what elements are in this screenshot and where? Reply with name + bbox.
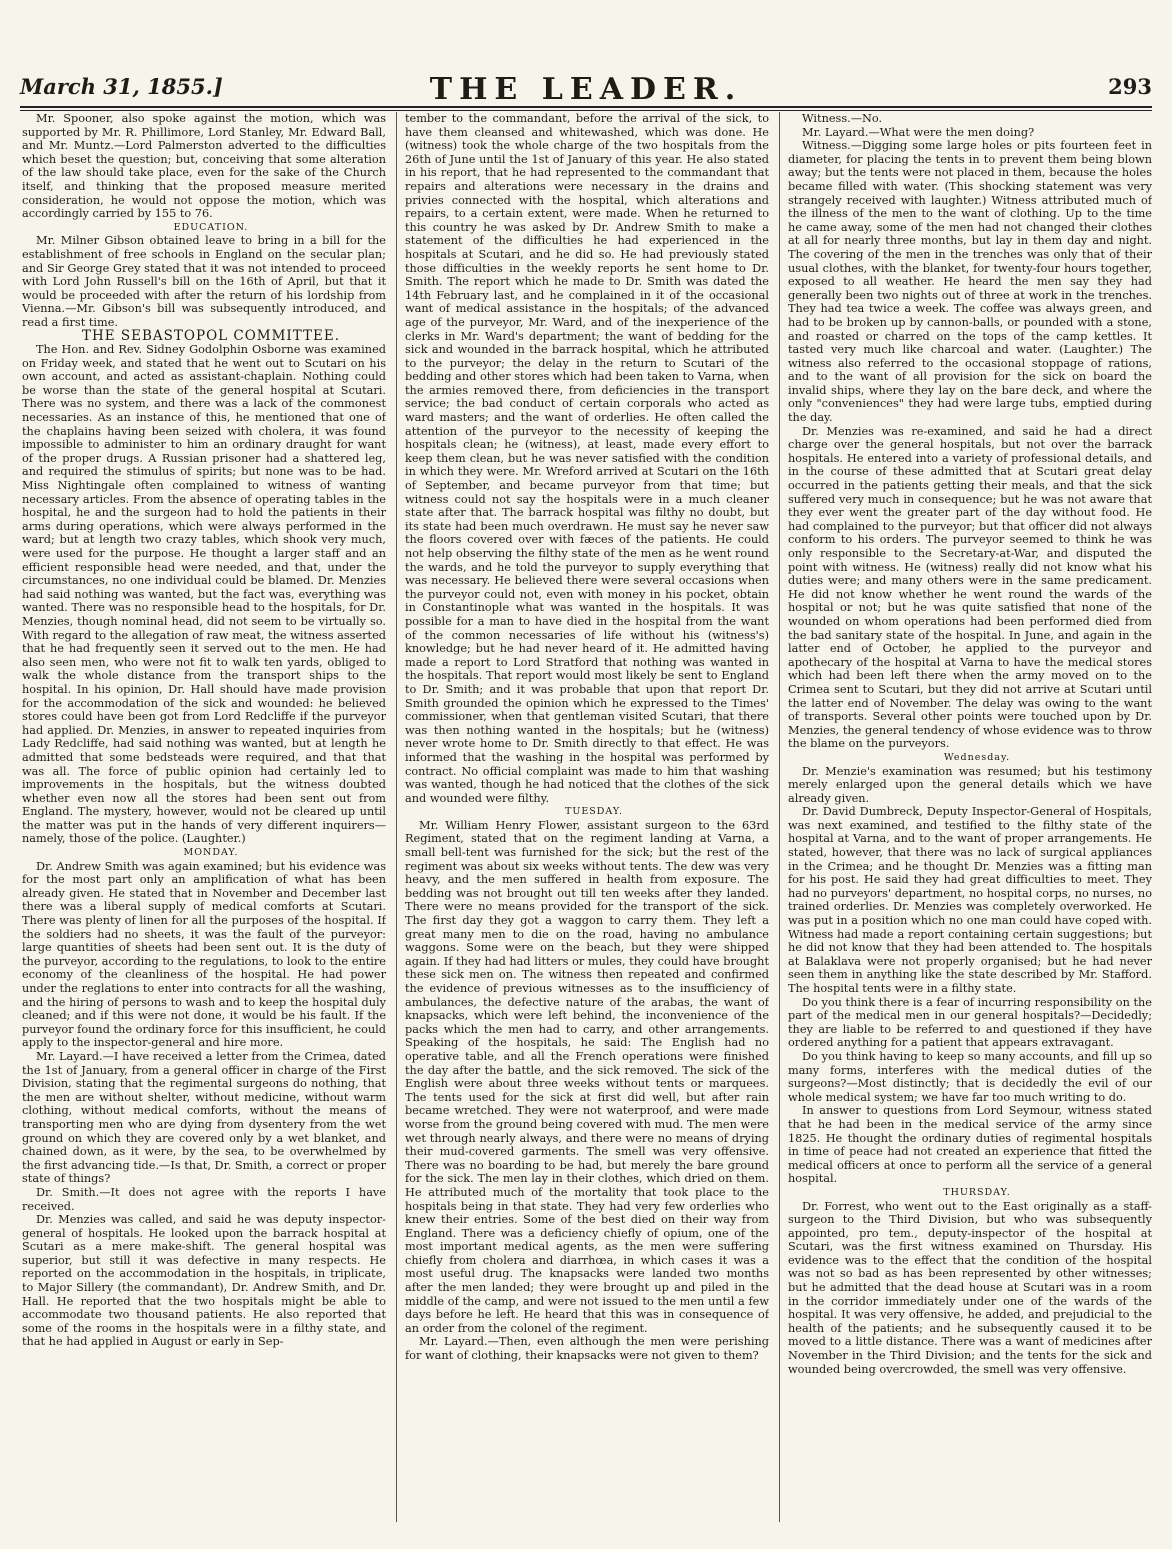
paragraph: Dr. Forrest, who went out to the East originally as a staff-surgeon to the Third Division, but who was subsequently appointed, pro tem., deputy-inspector of the hospital at Scutari, was the first witness examined on Thursday. His evidence was to the effect that the condition of the hospital was not so bad as has been represented by other witnesses; but he admitted that the dead house at Scutari was in a room in the corridor immediately under one of the wards of the hospital. It was very offensive, he added, and prejudicial to the health of the patients; and he subsequently caused it to be moved to a little distance. There was a want of medicines after November in the Third Division; and the tents for the sick and wounded being overcrowded, the smell was very offensive. xyxy=(788,1199,1152,1376)
paragraph: Do you think there is a fear of incurring responsibility on the part of the medical men in our general hospitals?—Decidedly; they are liable to be referred to and questioned if they have ordered anything for a patient that appears extravagant. xyxy=(788,995,1152,1050)
issue-date: March 31, 1855.] xyxy=(20,74,223,99)
paragraph: In answer to questions from Lord Seymour, witness stated that he had been in the medical service of the army since 1825. He thought the ordinary duties of regimental hospitals in time of peace had not created an experience that fitted the medical officers at once to perform all the service of a general hospital. xyxy=(788,1104,1152,1186)
section-heading-wednesday: Wednesday. xyxy=(943,751,1011,763)
column-2 xyxy=(405,112,769,1537)
masthead-rule xyxy=(20,106,1152,108)
paragraph: Mr. William Henry Flower, assistant surgeon to the 63rd Regiment, stated that on the regiment landing at Varna, a small bell-tent was furnished for the sick; but the rest of the regiment was about six weeks without tents. The dew was very heavy, and the men suffered in health from exposure. The bedding was not brought out till ten weeks after they landed. There were no means provided for the transport of the sick. The first day they got a waggon to carry them. They left a great many men to die on the road, having no ambulance waggons. Some were on the beach, but they were shipped again. If they had had litters or mules, they could have brought these sick men on. The witness then repeated and confirmed the evidence of previous witnesses as to the insufficiency of ambulances, the defective nature of the arabas, the want of knapsacks, which were left behind, the inconvenience of the packs which the men had to carry, and other arrangements. Speaking of the hospitals, he said: The English had no operative table, and all the French operations were finished the day after the battle, and the sick removed. The sick of the English were about three weeks without tents or marquees. The tents used for the sick at first did well, but after rain became wretched. They were not waterproof, and were made worse from the ground being covered with mud. The men were wet through nearly always, and there were no means of drying their mud-covered garments. The smell was very offensive. There was no boarding to be had, but merely the bare ground for the sick. The men lay in their clothes, which dried on them. He attributed much of the mortality that took place to the hospitals being in that state. They had very few orderlies who knew their entries. Some of the best died on their way from England. There was a deficiency chiefly of opium, one of the most important medical agents, as the men were suffering chiefly from cholera and diarrhœa, in which cases it was a most useful drug. The knapsacks were landed two months after the men landed; they were brought up and piled in the middle of the camp, and were not issued to the men until a few days before he left. He heard that this was in consequence of an order from the colonel of the regiment. xyxy=(405,818,769,1335)
paragraph: Witness.—No. xyxy=(802,112,883,125)
paragraph: Mr. Layard.—I have received a letter from the Crimea, dated the 1st of January, from a general officer in charge of the First Division, stating that the regimental surgeons do nothing, that the men are without shelter, without medicine, without warm clothing, without medical comforts, without the means of transporting men who are dying from dysentery from the wet ground on which they are covered only by a wet blanket, and chained down, as it were, by the sea, to be overwhelmed by the first advancing tide.—Is that, Dr. Smith, a correct or proper state of things? xyxy=(22,1049,386,1186)
page-number: 293 xyxy=(1108,74,1152,99)
masthead xyxy=(20,70,1152,107)
column-3 xyxy=(788,112,1152,1537)
section-heading-education: EDUCATION. xyxy=(173,221,249,233)
paragraph: tember to the commandant, before the arrival of the sick, to have them cleansed and whitewashed, which was done. He (witness) took the whole charge of the two hospitals from the 26th of June until the 1st of January of this year. He also stated in his report, that he had represented to the commandant that repairs and alterations were necessary in the drains and privies connected with the hospital, which alterations and repairs, to a certain extent, were made. When he returned to this country he was asked by Dr. Andrew Smith to make a statement of the difficulties he had experienced in the hospitals at Scutari, and he did so. He had previously stated those difficulties in the weekly reports he sent home to Dr. Smith. The report which he made to Dr. Smith was dated the 14th February last, and he complained in it of the occasional want of medical assistance in the hospitals; of the advanced age of the purveyor, Mr. Ward, and of the inexperience of the clerks in Mr. Ward's department; the want of bedding for the sick and wounded in the barrack hospital, which he attributed to the purveyor; the delay in the return to Scutari of the bedding and other stores which had been taken to Varna, when the armies removed there, from deficiencies in the transport service; the bad conduct of certain corporals who acted as ward masters; and the want of orderlies. He often called the attention of the purveyor to the necessity of keeping the hospitals clean; he (witness), at least, made every effort to keep them clean, but he was never satisfied with the condition in which they were. Mr. Wreford arrived at Scutari on the 16th of September, and became purveyor from that time; but witness could not say the hospitals were in a much cleaner state after that. The barrack hospital was filthy no doubt, but its state had been much overdrawn. He must say he never saw the floors covered over with fæces of the patients. He could not help observing the filthy state of the men as he went round the wards, and he told the purveyor to supply everything that was necessary. He believed there were several occasions when the purveyor could not, even with money in his pocket, obtain in Constantinople what was wanted in the hospitals. It was possible for a man to have died in the hospital from the want of the common necessaries of life without his (witness's) knowledge; but he had never heard of it. He admitted having made a report to Lord Stratford that nothing was wanted in the hospitals. That report would most likely be sent to England to Dr. Smith; and it was probable that upon that report Dr. Smith grounded the opinion which he expressed to the Times' commissioner, when that gentleman visited Scutari, that there was then nothing wanted in the hospitals; but he (witness) never wrote home to Dr. Smith directly to that effect. He was informed that the washing in the hospital was performed by contract. No official complaint was made to him that washing was wanted, though he had noticed that the clothes of the sick and wounded were filthy. xyxy=(405,112,769,805)
section-heading-thursday: THURSDAY. xyxy=(943,1186,1011,1198)
paragraph: Dr. Andrew Smith was again examined; but his evidence was for the most part only an amplification of what has been already given. He stated that in November and December last there was a liberal supply of medical comforts at Scutari. There was plenty of linen for all the purposes of the hospital. If the soldiers had no sheets, it was the fault of the purveyor: large quantities of sheets had been sent out. It is the duty of the purveyor, according to the regulations, to look to the entire economy of the cleanliness of the hospital. He had power under the reglations to enter into contracts for all the washing, and the hiring of persons to wash and to keep the hospital duly cleaned; and if this were not done, it would be his fault. If the purveyor found the ordinary force for this insufficient, he could apply to the inspector-general and hire more. xyxy=(22,859,386,1050)
paragraph: Witness.—Digging some large holes or pits fourteen feet in diameter, for placing the tents in to prevent them being blown away; but the tents were not placed in them, because the holes became filled with water. (This shocking statement was very strangely received with laughter.) Witness attributed much of the illness of the men to the want of clothing. Up to the time he came away, some of the men had not changed their clothes at all for nearly three months, but lay in them day and night. The covering of the men in the trenches was only that of their usual clothes, with the blanket, for twenty-four hours together, exposed to all weather. He heard the men say they had generally been two nights out of three at work in the trenches. They had tea twice a week. The coffee was always green, and had to be broken up by cannon-balls, or pounded with a stone, and roasted or charred on the tops of the camp kettles. It tasted very much like charcoal and water. (Laughter.) The witness also referred to the occasional stoppage of rations, and to the want of all provision for the sick on board the invalid ships, where they lay on the bare deck, and where the only "conveniences" they had were large tubs, emptied during the day. xyxy=(788,139,1152,425)
paragraph: Mr. Spooner, also spoke against the motion, which was supported by Mr. R. Phillimore, Lord Stanley, Mr. Edward Ball, and Mr. Muntz.—Lord Palmerston adverted to the difficulties which beset the question; but, conceiving that some alteration of the law should take place, even for the sake of the Church itself, and thinking that the proposed measure merited consideration, he would not oppose the motion, which was accordingly carried by 155 to 76. xyxy=(22,112,386,221)
article-heading-sebastopol-committee: THE SEBASTOPOL COMMITTEE. xyxy=(81,327,341,344)
paragraph: Dr. David Dumbreck, Deputy Inspector-General of Hospitals, was next examined, and testified to the filthy state of the hospital at Varna, and to the want of proper arrangements. He stated, however, that there was no lack of surgical appliances in the Crimea; and he thought Dr. Menzies was a fitting man for his post. He said they had great difficulties to meet. They had no purveyors' department, no hospital corps, no nurses, no trained orderlies. Dr. Menzies was completely overworked. He was put in a position which no one man could have coped with. Witness had made a report containing certain suggestions; but he did not know that they had been attended to. The hospitals at Balaklava were not properly organised; but he had never seen them in anything like the state described by Mr. Stafford. The hospital tents were in a filthy state. xyxy=(788,805,1152,995)
paragraph: Dr. Menzies was called, and said he was deputy inspector-general of hospitals. He looked upon the barrack hospital at Scutari as a mere make-shift. The general hospital was superior, but still it was defective in many respects. He reported on the accommodation in the hospitals, in triplicate, to Major Sillery (the commandant), Dr. Andrew Smith, and Dr. Hall. He reported that the two hospitals might be able to accommodate two thousand patients. He also reported that some of the rooms in the hospitals were in a filthy state, and that he had applied in August or early in Sep- xyxy=(22,1213,386,1349)
newspaper-title: THE LEADER. xyxy=(429,72,743,107)
masthead-rule-thin xyxy=(20,110,1152,111)
paragraph: Do you think having to keep so many accounts, and fill up so many forms, interferes with the medical duties of the surgeons?—Most distinctly; that is decidedly the evil of our whole medical system; we have far too much writing to do. xyxy=(788,1049,1152,1104)
paragraph: Dr. Menzie's examination was resumed; but his testimony merely enlarged upon the general details which we have already given. xyxy=(788,764,1152,805)
section-heading-monday: MONDAY. xyxy=(183,847,239,859)
paragraph: Mr. Layard.—What were the men doing? xyxy=(802,125,1035,139)
column-divider xyxy=(779,112,780,1522)
section-heading-tuesday: TUESDAY. xyxy=(565,806,623,818)
paragraph: Dr. Smith.—It does not agree with the reports I have received. xyxy=(22,1185,386,1213)
paragraph: Mr. Milner Gibson obtained leave to bring in a bill for the establishment of free schools in England on the secular plan; and Sir George Grey stated that it was not intended to proceed with Lord John Russell's bill on the 16th of April, but that it would be proceeded with after the return of his lordship from Vienna.—Mr. Gibson's bill was subsequently introduced, and read a first time. xyxy=(22,234,386,329)
column-1 xyxy=(22,112,386,1537)
paragraph: Mr. Layard.—Then, even although the men were perishing for want of clothing, their knapsacks were not given to them? xyxy=(405,1335,769,1363)
paragraph: Dr. Menzies was re-examined, and said he had a direct charge over the general hospitals, but not over the barrack hospitals. He entered into a variety of professional details, and in the course of these admitted that at Scutari great delay occurred in the patients getting their meals, and that the sick suffered very much in consequence; but he was not aware that they ever went the greater part of the day without food. He had complained to the purveyor; but that officer did not always conform to his orders. The purveyor seemed to think he was only responsible to the Secretary-at-War, and disputed the point with witness. He (witness) really did not know what his duties were; and many others were in the same predicament. He did not know whether he went round the wards of the hospital or not; but he was quite satisfied that none of the wounded on whom operations had been performed died from the bad sanitary state of the hospital. In June, and again in the latter end of October, he applied to the purveyor and apothecary of the hospital at Varna to have the medical stores which had been left there when the army moved on to the Crimea sent to Scutari, but they did not arrive at Scutari until the latter end of November. The delay was owing to the want of transports. Several other points were touched upon by Dr. Menzies, the general tendency of whose evidence was to throw the blame on the purveyors. xyxy=(788,424,1152,751)
paragraph: The Hon. and Rev. Sidney Godolphin Osborne was examined on Friday week, and stated that he went out to Scutari on his own account, and acted as assistant-chaplain. Nothing could be worse than the state of the general hospital at Scutari. There was no system, and there was a lack of the commonest necessaries. As an instance of this, he mentioned that one of the chaplains having been seized with cholera, it was found impossible to administer to him an ordinary draught for want of the proper drugs. A Russian prisoner had a shattered leg, and required the stimulus of spirits; but none was to be had. Miss Nightingale often complained to witness of wanting necessary articles. From the absence of operating tables in the hospital, he and the surgeon had to hold the patients in their arms during operations, which were always performed in the ward; but at length two crazy tables, which shook very much, were used for the purpose. He thought a larger staff and an efficient responsible head were needed, and that, under the circumstances, no one individual could be blamed. Dr. Menzies had said nothing was wanted, but the fact was, everything was wanted. There was no responsible head to the hospitals, for Dr. Menzies, though nominal head, did not seem to be virtually so. With regard to the allegation of raw meat, the witness asserted that he had frequently seen it served out to the men. He had also seen men, who were not fit to walk ten yards, obliged to walk the whole distance from the transport ships to the hospital. In his opinion, Dr. Hall should have made provision for the accommodation of the sick and wounded: he believed stores could have been got from Lord Redcliffe if the purveyor had applied. Dr. Menzies, in answer to repeated inquiries from Lady Redcliffe, had said nothing was wanted, but at length he admitted that some bedsteads were required, and that that was all. The force of public opinion had certainly led to improvements in the hospitals, but the witness doubted whether even now all the stores had been sent out from England. The mystery, however, would not be cleared up until the matter was put in the hands of very different inquirers—namely, those of the police. (Laughter.) xyxy=(22,343,386,846)
column-divider xyxy=(396,112,397,1522)
